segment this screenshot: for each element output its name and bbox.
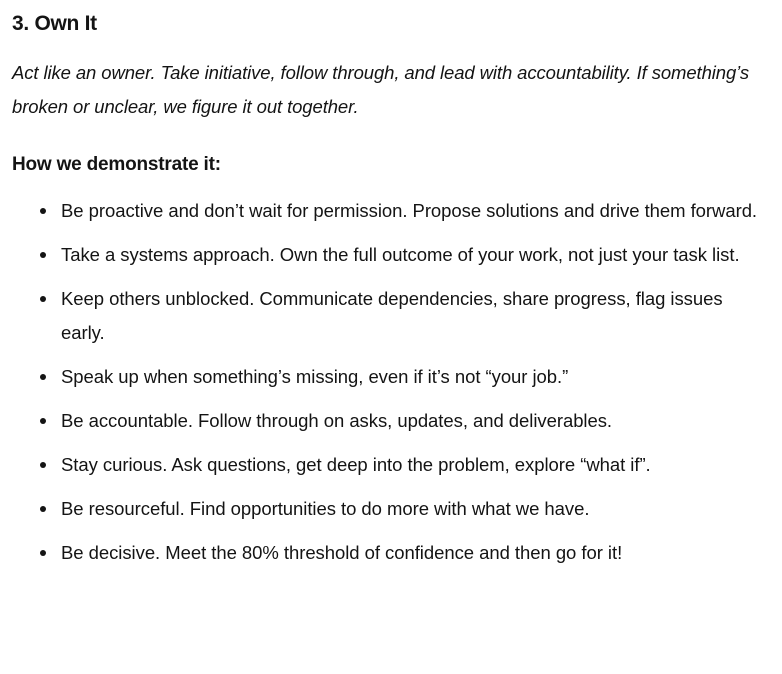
- bullet-dot-icon: [40, 296, 46, 302]
- bullet-dot-icon: [40, 418, 46, 424]
- list-item: [12, 194, 770, 228]
- list-item-text: Speak up when something’s missing, even if it’s not “your job.”: [61, 366, 569, 387]
- list-item-text: Stay curious. Ask questions, get deep into the problem, explore “what if”.: [61, 454, 651, 475]
- bullet-dot-icon: [40, 208, 46, 214]
- bullet-dot-icon: [40, 550, 46, 556]
- section-intro: Act like an owner. Take initiative, follow through, and lead with accountability. If something’s broken or unclear, we figure it out together.: [12, 62, 749, 117]
- list-item-text: Be resourceful. Find opportunities to do more with what we have.: [61, 498, 590, 519]
- list-item-text: Take a systems approach. Own the full outcome of your work, not just your task list.: [61, 244, 740, 265]
- list-item: [12, 238, 770, 272]
- list-item: [12, 282, 770, 350]
- list-item-text: Be accountable. Follow through on asks, updates, and deliverables.: [61, 410, 613, 431]
- list-item: [12, 492, 770, 526]
- demonstrate-list: [12, 194, 770, 570]
- list-item-text: Be proactive and don’t wait for permission. Propose solutions and drive them forward.: [61, 200, 758, 221]
- bullet-dot-icon: [40, 506, 46, 512]
- list-item: [12, 360, 770, 394]
- bullet-dot-icon: [40, 462, 46, 468]
- section-title: 3. Own It: [12, 12, 97, 35]
- demonstrate-heading: How we demonstrate it:: [12, 154, 221, 175]
- list-item: [12, 404, 770, 438]
- bullet-dot-icon: [40, 374, 46, 380]
- list-item-text: Be decisive. Meet the 80% threshold of confidence and then go for it!: [61, 542, 623, 563]
- list-item-text: Keep others unblocked. Communicate dependencies, share progress, flag issues early.: [61, 288, 723, 343]
- list-item: [12, 536, 770, 570]
- list-item: [12, 448, 770, 482]
- bullet-dot-icon: [40, 252, 46, 258]
